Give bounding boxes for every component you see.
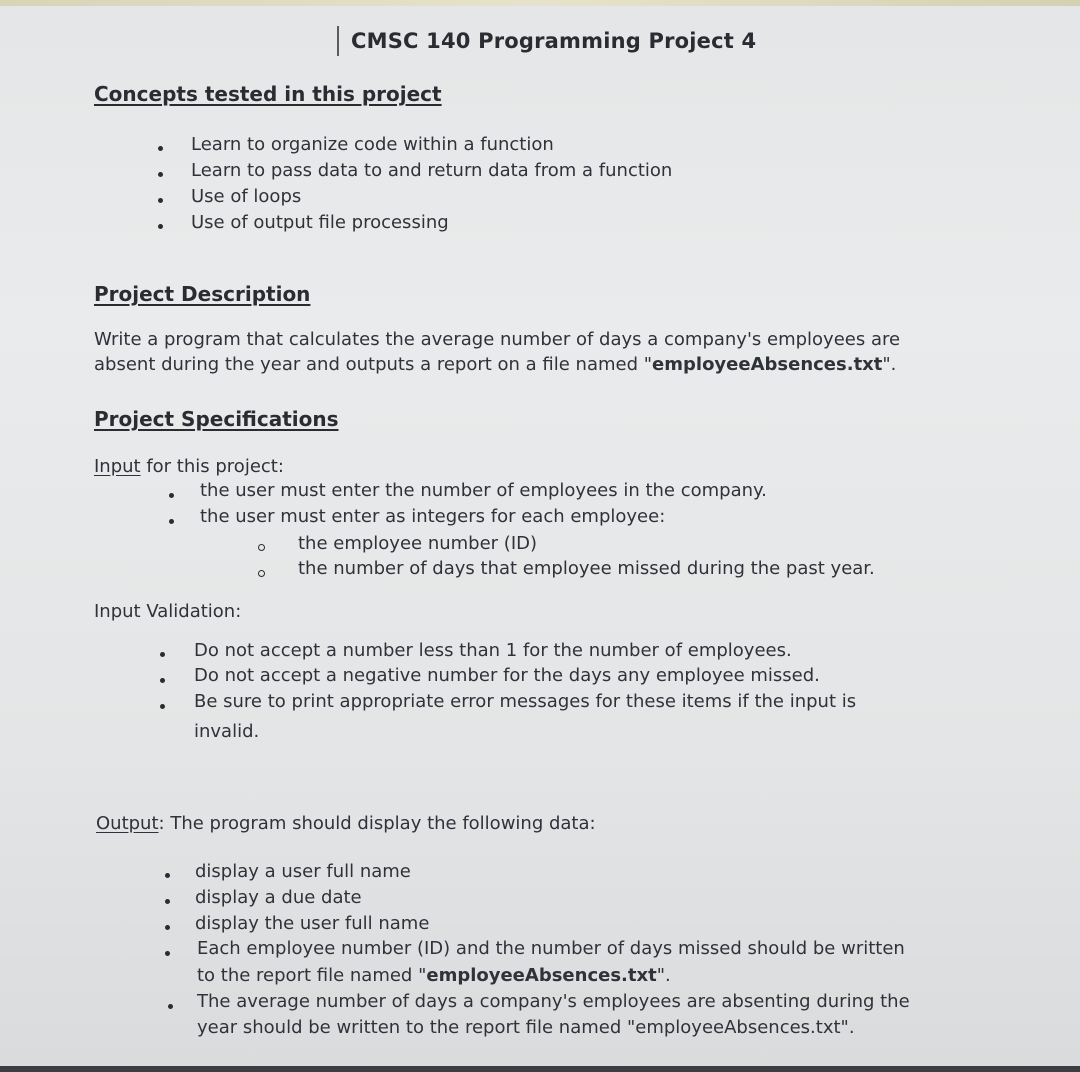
input-intro-rest: for this project: bbox=[140, 456, 284, 477]
specifications-heading: Project Specifications bbox=[94, 407, 339, 431]
concept-item-3: Use of loops bbox=[191, 186, 302, 207]
output-intro bbox=[96, 812, 596, 836]
output-filename: employeeAbsences.txt bbox=[652, 354, 883, 375]
output-item-4-cont-prefix: to the report file named " bbox=[197, 965, 427, 986]
bullet-icon bbox=[169, 519, 174, 524]
concept-item-2: Learn to pass data to and return data from a function bbox=[191, 160, 673, 181]
bullet-icon bbox=[158, 198, 163, 203]
bullet-icon bbox=[165, 873, 170, 878]
validation-item-3: Be sure to print appropriate error messages for these items if the input is bbox=[194, 691, 857, 712]
page-title: CMSC 140 Programming Project 4 bbox=[351, 29, 757, 53]
validation-label: Input Validation: bbox=[94, 601, 242, 622]
output-item-4-filename: employeeAbsences.txt bbox=[426, 965, 657, 986]
description-line-1: Write a program that calculates the average number of days a company's employees are bbox=[94, 329, 901, 350]
bullet-icon bbox=[158, 224, 163, 229]
bullet-icon bbox=[165, 899, 170, 904]
monitor-top-edge bbox=[0, 0, 1080, 6]
output-item-4-cont-suffix: ". bbox=[656, 965, 671, 986]
description-line-2-prefix: absent during the year and outputs a report on a file named " bbox=[94, 354, 653, 375]
bullet-icon bbox=[158, 146, 163, 151]
description-line-2 bbox=[94, 353, 896, 377]
output-label: Output bbox=[96, 813, 159, 834]
title-container bbox=[337, 26, 756, 56]
validation-item-3-continued: invalid. bbox=[194, 721, 260, 742]
input-subitem-1: the employee number (ID) bbox=[298, 533, 538, 554]
concept-item-1: Learn to organize code within a function bbox=[191, 134, 554, 155]
input-label: Input bbox=[94, 456, 141, 477]
bullet-icon bbox=[158, 172, 163, 177]
validation-item-2: Do not accept a negative number for the days any employee missed. bbox=[194, 665, 820, 686]
monitor-bottom-edge bbox=[0, 1066, 1080, 1072]
bullet-icon bbox=[160, 652, 165, 657]
description-heading: Project Description bbox=[94, 282, 311, 306]
bullet-icon bbox=[169, 493, 174, 498]
sub-bullet-icon bbox=[258, 544, 265, 551]
bullet-icon bbox=[160, 678, 165, 683]
output-item-3: display the user full name bbox=[195, 913, 430, 934]
output-item-5-continued: year should be written to the report file named "employeeAbsences.txt". bbox=[197, 1017, 855, 1038]
output-item-4-continued bbox=[197, 964, 671, 988]
output-intro-rest: : The program should display the following data: bbox=[158, 813, 596, 834]
concepts-heading: Concepts tested in this project bbox=[94, 82, 442, 106]
output-item-1: display a user full name bbox=[195, 861, 411, 882]
input-intro bbox=[94, 455, 284, 479]
input-item-1: the user must enter the number of employees in the company. bbox=[200, 480, 767, 501]
output-item-5: The average number of days a company's employees are absenting during the bbox=[197, 991, 910, 1012]
concept-item-4: Use of output file processing bbox=[191, 212, 449, 233]
bullet-icon bbox=[165, 951, 170, 956]
bullet-icon bbox=[165, 925, 170, 930]
output-item-2: display a due date bbox=[195, 887, 362, 908]
description-line-2-suffix: ". bbox=[882, 354, 897, 375]
bullet-icon bbox=[160, 704, 165, 709]
output-item-4: Each employee number (ID) and the number of days missed should be written bbox=[197, 938, 905, 959]
bullet-icon bbox=[168, 1004, 173, 1009]
sub-bullet-icon bbox=[258, 570, 265, 577]
input-subitem-2: the number of days that employee missed during the past year. bbox=[298, 558, 875, 579]
input-item-2: the user must enter as integers for each employee: bbox=[200, 506, 666, 527]
validation-item-1: Do not accept a number less than 1 for the number of employees. bbox=[194, 640, 792, 661]
